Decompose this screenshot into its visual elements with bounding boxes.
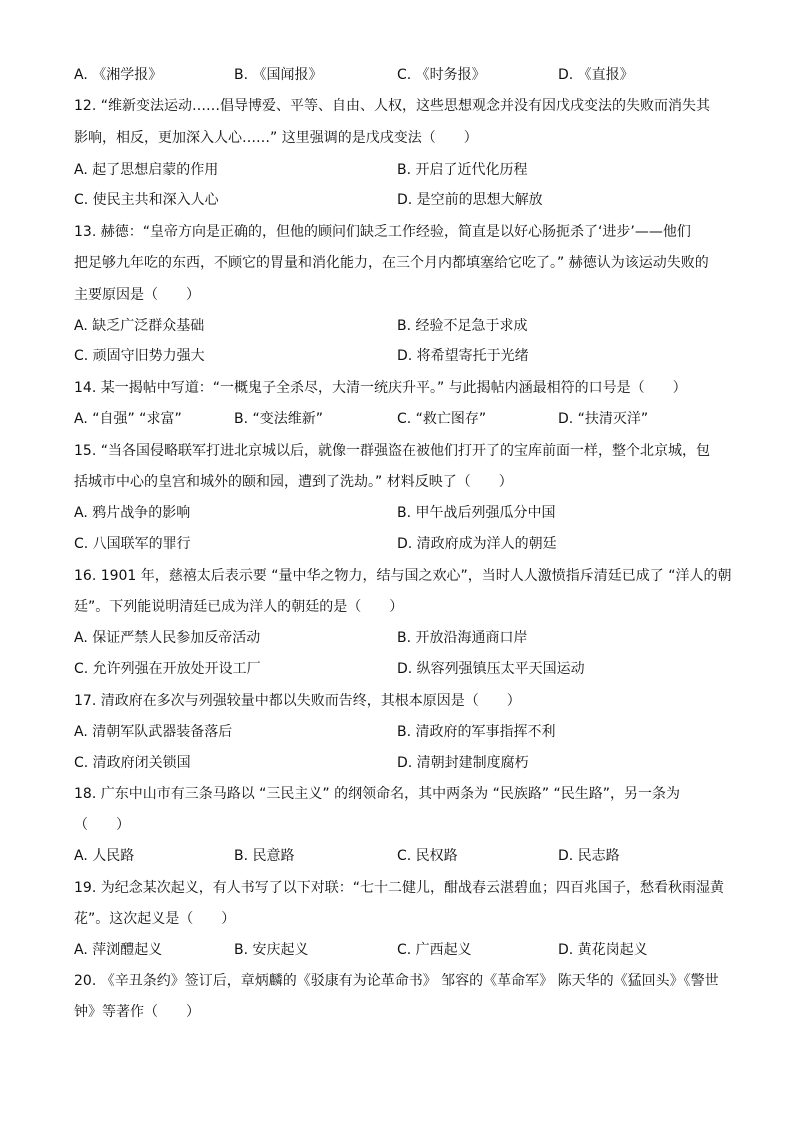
q17-option-c: C. 清政府闭关锁国 — [74, 755, 191, 771]
q11-option-a: A. 《湘学报》 — [74, 67, 163, 83]
q11-option-b: B. 《国闻报》 — [234, 67, 323, 83]
q18-option-b: B. 民意路 — [234, 848, 295, 864]
q18-stem-line-2: （ ） — [74, 817, 130, 833]
q13-option-d: D. 将希望寄托于光绪 — [397, 348, 529, 364]
q15-stem-line-2: 括城市中心的皇宫和城外的颐和园，遭到了洗劫。” 材料反映了（ ） — [74, 474, 513, 490]
q19-option-b: B. 安庆起义 — [234, 942, 309, 958]
q14-option-c: C. “救亡图存” — [397, 411, 487, 427]
q12-option-d: D. 是空前的思想大解放 — [397, 192, 543, 208]
q14-option-a: A. “自强” “求富” — [74, 411, 182, 427]
q14-stem-line-1: 14. 某一揭帖中写道：“一概鬼子全杀尽，大清一统庆升平。” 与此揭帖内涵最相符的口号是（ ） — [74, 380, 687, 396]
q15-option-d: D. 清政府成为洋人的朝廷 — [397, 536, 557, 552]
q18-option-a: A. 人民路 — [74, 848, 135, 864]
q16-option-d: D. 纵容列强镇压太平天国运动 — [397, 661, 585, 677]
q15-option-c: C. 八国联军的罪行 — [74, 536, 191, 552]
q14-option-d: D. “扶清灭洋” — [558, 411, 649, 427]
q12-stem-line-2: 影响，相反，更加深入人心……” 这里强调的是戊戌变法（ ） — [74, 130, 478, 146]
q13-option-b: B. 经验不足急于求成 — [397, 318, 528, 334]
q19-option-a: A. 萍浏醴起义 — [74, 942, 163, 958]
q18-stem-line-1: 18. 广东中山市有三条马路以 “三民主义” 的纲领命名，其中两条为 “民族路” “民生路”，另一条为 — [74, 786, 681, 802]
q17-option-d: D. 清朝封建制度腐朽 — [397, 755, 529, 771]
q11-option-d: D. 《直报》 — [558, 67, 634, 83]
q16-option-a: A. 保证严禁人民参加反帝活动 — [74, 630, 261, 646]
q20-stem-line-1: 20. 《辛丑条约》签订后，章炳麟的《驳康有为论革命书》 邹容的《革命军》 陈天华的《猛回头》《警世 — [74, 973, 719, 989]
q16-stem-line-1: 16. 1901 年，慈禧太后表示要 “量中华之物力，结与国之欢心”，当时人人激愤指斥清廷已成了 “洋人的朝 — [74, 568, 732, 584]
q19-stem-line-2: 花”。这次起义是（ ） — [74, 911, 236, 927]
q17-option-b: B. 清政府的军事指挥不利 — [397, 724, 556, 740]
q17-stem-line-1: 17. 清政府在多次与列强较量中都以失败而告终，其根本原因是（ ） — [74, 693, 521, 709]
q17-option-a: A. 清朝军队武器装备落后 — [74, 724, 233, 740]
q13-option-c: C. 顽固守旧势力强大 — [74, 348, 205, 364]
q20-stem-line-2: 钟》等著作（ ） — [74, 1004, 200, 1020]
q15-stem-line-1: 15. “当各国侵略联军打进北京城以后，就像一群强盗在被他们打开了的宝库前面一样，整个北京城，包 — [74, 443, 710, 459]
q13-stem-line-3: 主要原因是（ ） — [74, 287, 200, 303]
q18-option-d: D. 民志路 — [558, 848, 620, 864]
q16-option-b: B. 开放沿海通商口岸 — [397, 630, 528, 646]
q19-option-c: C. 广西起义 — [397, 942, 472, 958]
q19-stem-line-1: 19. 为纪念某次起义，有人书写了以下对联：“七十二健儿，酣战春云湛碧血；四百兆国子，愁看秋雨湿黄 — [74, 880, 724, 896]
q13-stem-line-1: 13. 赫德：“皇帝方向是正确的，但他的顾问们缺乏工作经验，简直是以好心肠扼杀了‘进步’——他们 — [74, 224, 691, 240]
q15-option-b: B. 甲午战后列强瓜分中国 — [397, 505, 556, 521]
q14-option-b: B. “变法维新” — [234, 411, 324, 427]
q16-option-c: C. 允许列强在开放处开设工厂 — [74, 661, 261, 677]
q18-option-c: C. 民权路 — [397, 848, 458, 864]
q19-option-d: D. 黄花岗起义 — [558, 942, 648, 958]
q12-option-b: B. 开启了近代化历程 — [397, 162, 528, 178]
q15-option-a: A. 鸦片战争的影响 — [74, 505, 191, 521]
q16-stem-line-2: 廷”。下列能说明清廷已成为洋人的朝廷的是（ ） — [74, 599, 404, 615]
q11-option-c: C. 《时务报》 — [397, 67, 486, 83]
q13-stem-line-2: 把足够九年吃的东西，不顾它的胃量和消化能力，在三个月内都填塞给它吃了。” 赫德认为该运动失败的 — [74, 255, 709, 271]
q13-option-a: A. 缺乏广泛群众基础 — [74, 318, 205, 334]
q12-option-a: A. 起了思想启蒙的作用 — [74, 162, 219, 178]
q12-stem-line-1: 12. “维新变法运动……倡导博爱、平等、自由、人权，这些思想观念并没有因戊戌变法的失败而消失其 — [74, 98, 710, 114]
q12-option-c: C. 使民主共和深入人心 — [74, 192, 219, 208]
